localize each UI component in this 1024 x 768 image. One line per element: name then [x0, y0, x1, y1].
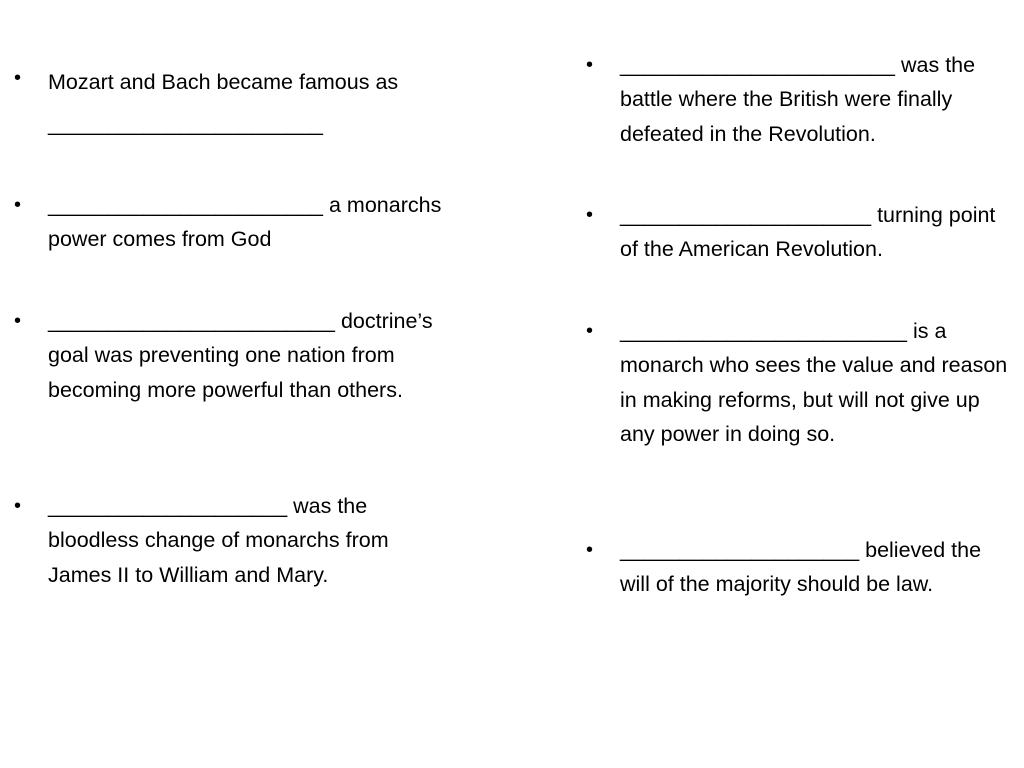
bullet-icon: • — [586, 204, 594, 226]
bullet-text: ____________________ was the bloodless change of monarchs from James II to William and Mary. — [48, 494, 389, 587]
bullet-text: _____________________ turning point of the American Revolution. — [620, 203, 996, 262]
bullet-item-1 — [14, 61, 448, 145]
bullet-item-2 — [14, 188, 448, 257]
bullet-text: Mozart and Bach became famous as _______________________ — [48, 70, 399, 136]
bullet-icon: • — [14, 67, 22, 89]
bullet-icon: • — [586, 320, 594, 342]
bullet-item-5 — [586, 48, 1012, 151]
bullet-item-3 — [14, 304, 448, 407]
bullet-text: _______________________ a monarchs power comes from God — [48, 193, 442, 252]
bullet-item-8 — [586, 533, 1012, 602]
bullet-text: _______________________ was the battle where the British were finally defeated in the Revolution. — [620, 53, 976, 146]
bullet-icon: • — [14, 310, 22, 332]
bullet-text: ____________________ believed the will of the majority should be law. — [620, 538, 982, 597]
bullet-icon: • — [14, 495, 22, 517]
bullet-text: ________________________ is a monarch who sees the value and reason in making reforms, but will not give up any power in doing so. — [620, 319, 1008, 446]
bullet-icon: • — [14, 194, 22, 216]
bullet-icon: • — [586, 539, 594, 561]
bullet-icon: • — [586, 54, 594, 76]
bullet-item-7 — [586, 314, 1012, 451]
bullet-text: ________________________ doctrine’s goal was preventing one nation from becoming more powerful than others. — [48, 309, 433, 402]
bullet-item-6 — [586, 198, 1012, 267]
bullet-item-4 — [14, 489, 448, 592]
